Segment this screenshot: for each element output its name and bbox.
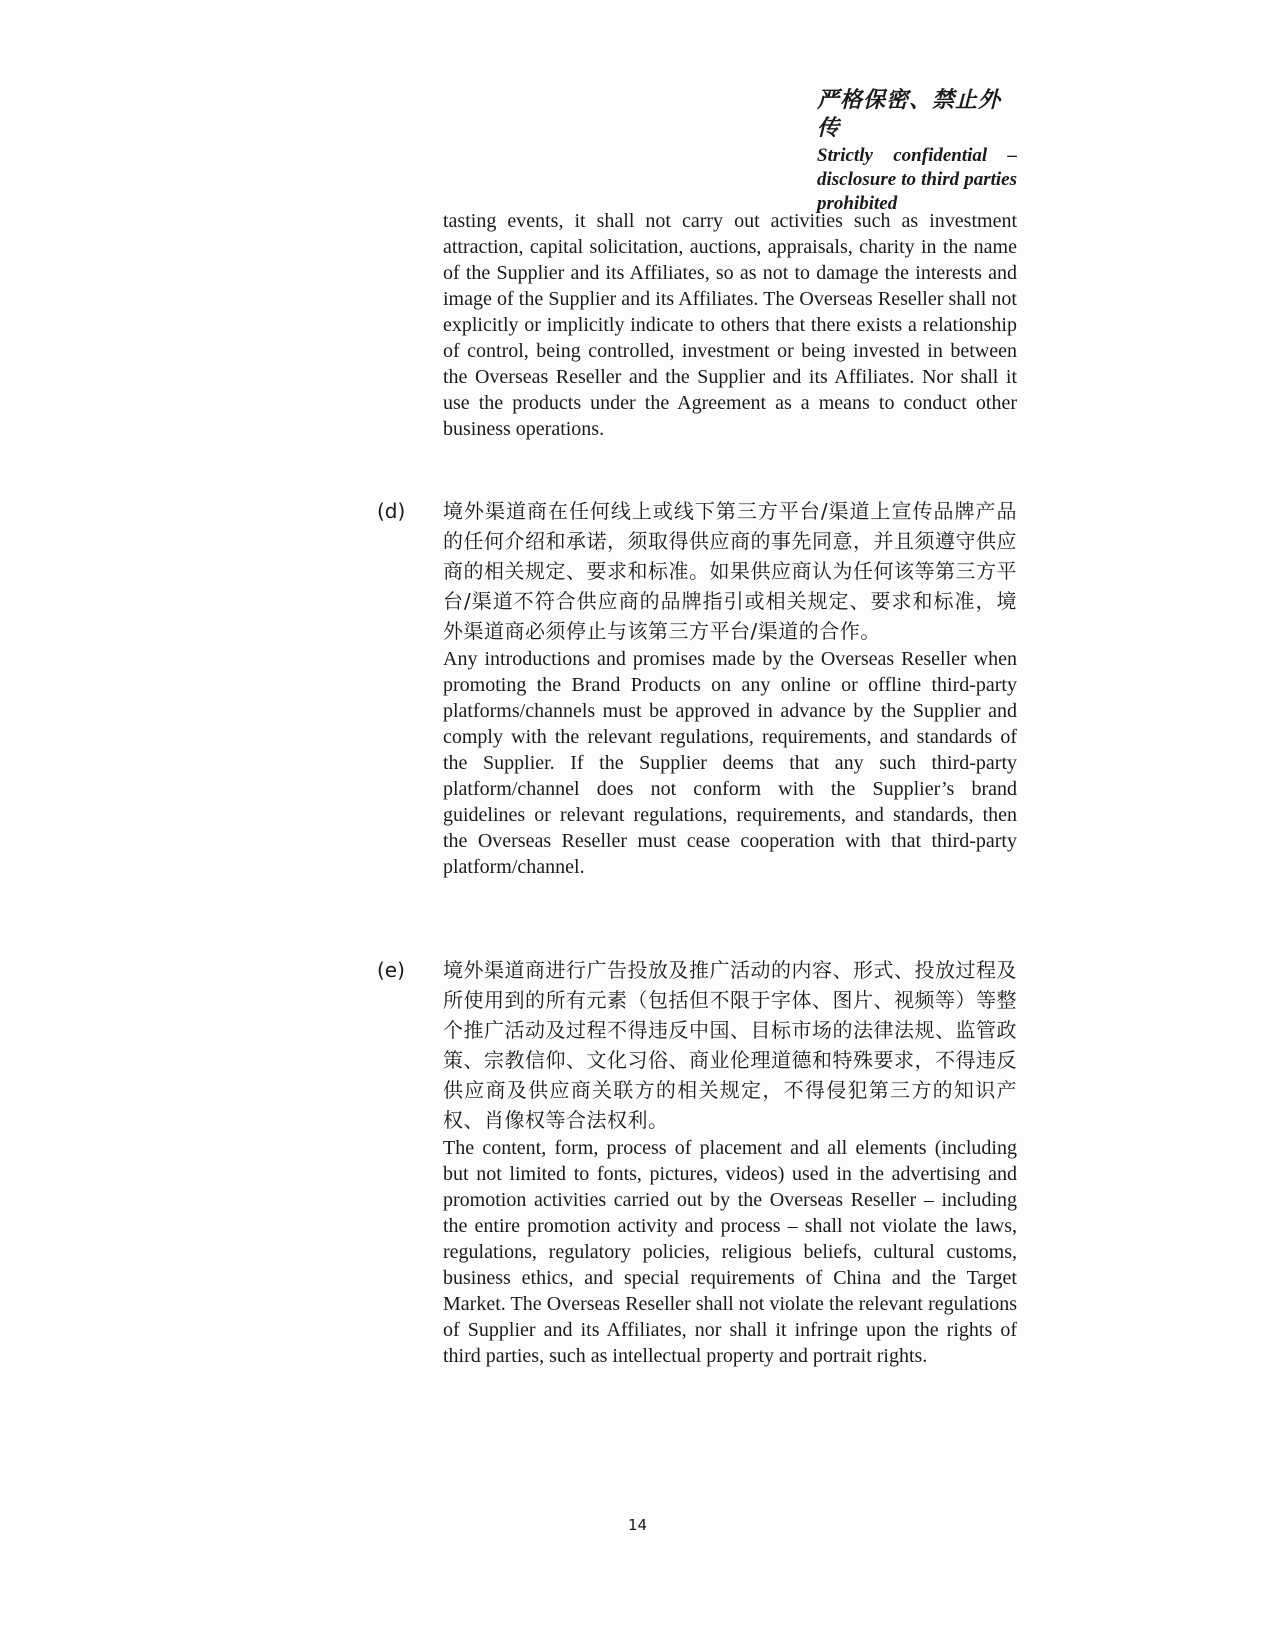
confidentiality-header-cn: 严格保密、禁止外传 bbox=[817, 87, 1002, 140]
clause-e-chinese-text: 境外渠道商进行广告投放及推广活动的内容、形式、投放过程及所使用到的所有元素（包括但不限于字体、图片、视频等）等整个推广活动及过程不得违反中国、目标市场的法律法规、监管政策、宗教信仰、文化习俗、商业伦理道德和特殊要求，不得违反供应商及供应商关联方的相关规定，不得侵犯第三方的知识产权、肖像权等合法权利。 bbox=[443, 958, 1017, 1132]
confidentiality-header bbox=[817, 86, 1017, 216]
continuation-paragraph bbox=[443, 208, 1017, 442]
page-number: 14 bbox=[627, 1516, 648, 1534]
clause-d-label: (d) bbox=[377, 499, 406, 523]
clause-e-english-text: The content, form, process of placement and all elements (including but not limited to fonts, pictures, videos) used in the advertising and promotion activities carried out by the Overseas Reseller – including the entire promotion activity and process – shall not violate the laws, regulations, regulatory policies, religious beliefs, cultural customs, business ethics, and special requirements of China and the Target Market. The Overseas Reseller shall not violate the relevant regulations of Supplier and its Affiliates, nor shall it infringe upon the rights of third parties, such as intellectual property and portrait rights. bbox=[443, 1137, 1017, 1367]
confidentiality-header-en: Strictly confidential – disclosure to third parties prohibited bbox=[817, 145, 1017, 214]
continuation-text: tasting events, it shall not carry out activities such as investment attraction, capital solicitation, auctions, appraisals, charity in the name of the Supplier and its Affiliates, so as not to damage the interests and image of the Supplier and its Affiliates. The Overseas Reseller shall not explicitly or implicitly indicate to others that there exists a relationship of control, being controlled, investment or being invested in between the Overseas Reseller and the Supplier and its Affiliates. Nor shall it use the products under the Agreement as a means to conduct other business operations. bbox=[443, 210, 1017, 440]
clause-e-label: (e) bbox=[377, 958, 405, 982]
clause-d-english-text: Any introductions and promises made by the Overseas Reseller when promoting the Brand Products on any online or offline third-party platforms/channels must be approved in advance by the Supplier and comply with the relevant regulations, requirements, and standards of the Supplier. If the Supplier deems that any such third-party platform/channel does not conform with the Supplier’s brand guidelines or relevant regulations, requirements, and standards, then the Overseas Reseller must cease cooperation with that third-party platform/channel. bbox=[443, 648, 1017, 878]
clause-d-content bbox=[443, 496, 1017, 880]
clause-d-chinese-text: 境外渠道商在任何线上或线下第三方平台/渠道上宣传品牌产品的任何介绍和承诺，须取得供应商的事先同意，并且须遵守供应商的相关规定、要求和标准。如果供应商认为任何该等第三方平台/渠道不符合供应商的品牌指引或相关规定、要求和标准，境外渠道商必须停止与该第三方平台/渠道的合作。 bbox=[443, 499, 1017, 643]
clause-e-content bbox=[443, 955, 1017, 1369]
